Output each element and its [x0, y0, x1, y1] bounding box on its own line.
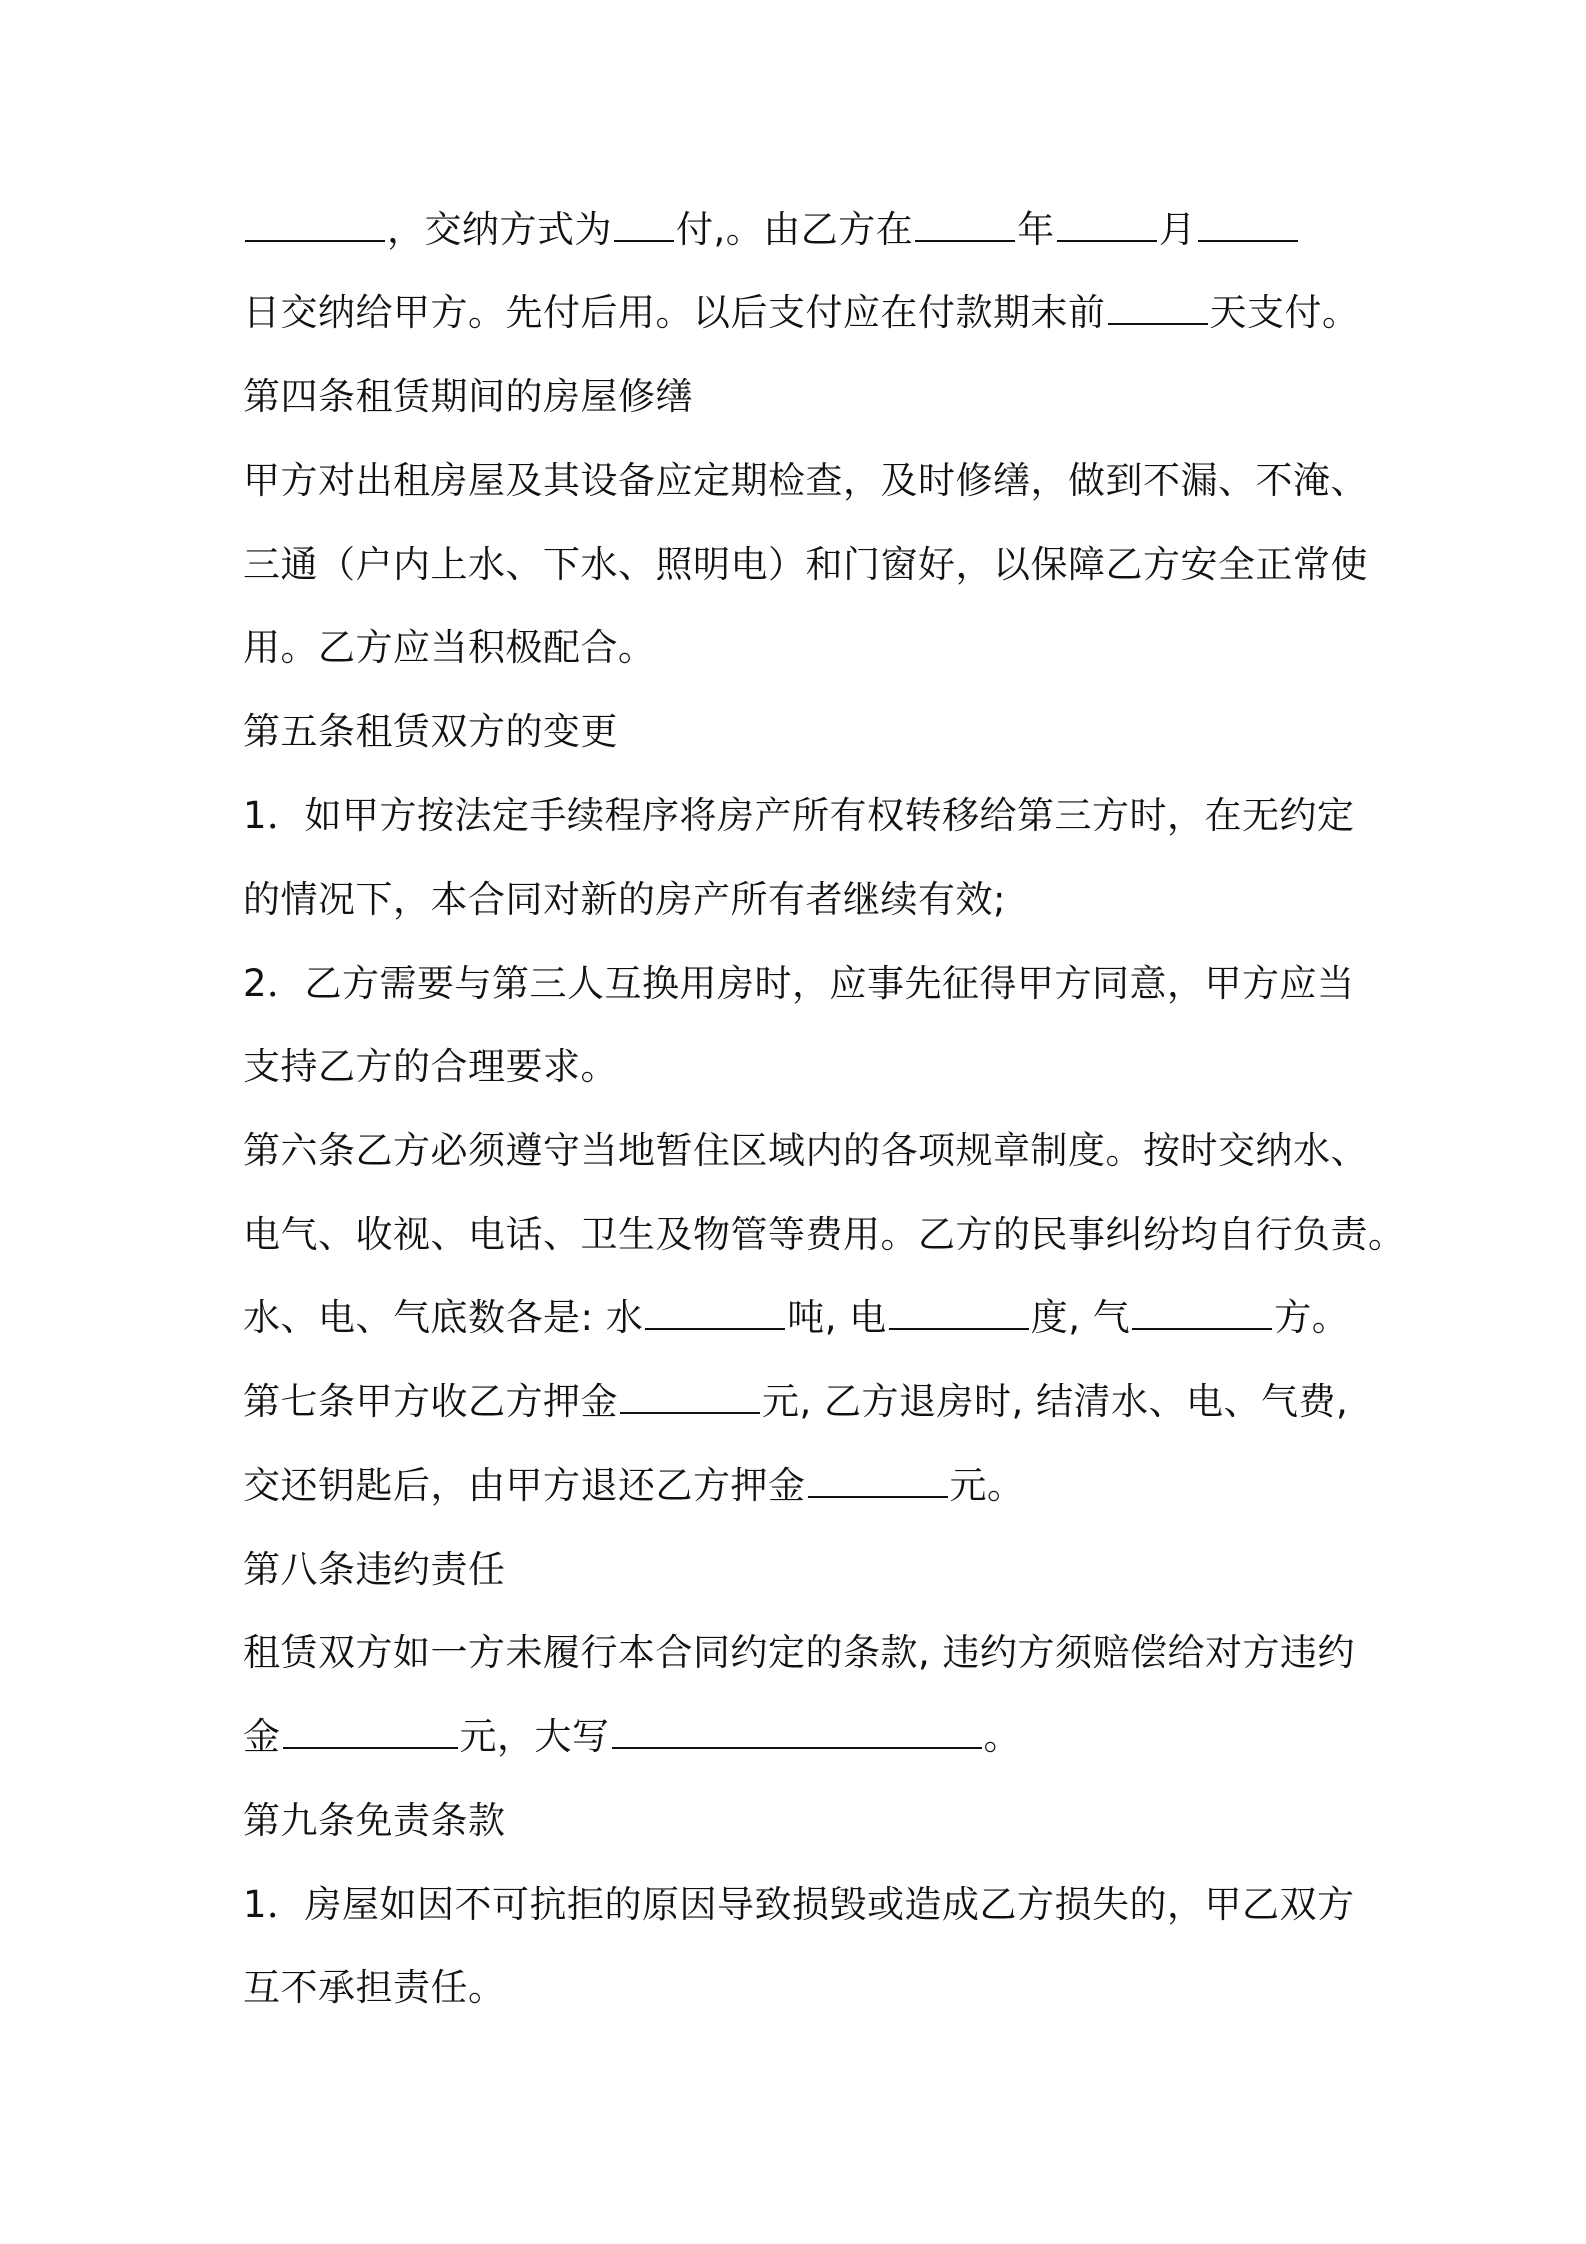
text-line	[243, 1288, 1363, 1348]
text-segment: 第四条租赁期间的房屋修缮	[243, 375, 693, 418]
text-segment: 1．如甲方按法定手续程序将房产所有权转移给第三方时，在无约定	[243, 794, 1355, 837]
text-segment: 租赁双方如一方未履行本合同约定的条款, 违约方须赔偿给对方违约	[243, 1631, 1356, 1674]
text-segment: 第九条免责条款	[243, 1799, 506, 1842]
fill-blank	[620, 1378, 760, 1414]
fill-blank	[1108, 289, 1208, 325]
text-segment: 支持乙方的合理要求。	[243, 1045, 618, 1088]
text-line	[243, 1205, 1406, 1265]
text-segment: 方。	[1274, 1296, 1350, 1339]
text-segment: 用。乙方应当积极配合。	[243, 626, 656, 669]
text-segment: 。	[983, 1715, 1021, 1758]
text-segment: 互不承担责任。	[243, 1966, 506, 2009]
text-line	[243, 1875, 1363, 1935]
text-line	[243, 535, 1368, 595]
text-segment: 日交纳给甲方。先付后用。以后支付应在付款期末前	[243, 291, 1106, 334]
text-segment: 元, 乙方退房时, 结清水、电、气费,	[762, 1380, 1349, 1423]
text-line	[243, 870, 1363, 930]
text-line	[243, 451, 1368, 511]
text-line	[243, 283, 1363, 343]
text-segment: 第八条违约责任	[243, 1548, 506, 1591]
text-segment: 1．房屋如因不可抗拒的原因导致损毁或造成乙方损失的，甲乙双方	[243, 1883, 1355, 1926]
text-segment: 第五条租赁双方的变更	[243, 710, 618, 753]
text-line	[243, 954, 1363, 1014]
text-line	[243, 786, 1363, 846]
text-segment: 水、电、气底数各是: 水	[243, 1296, 644, 1339]
fill-blank	[612, 1713, 982, 1749]
text-segment: 2．乙方需要与第三人互换用房时，应事先征得甲方同意，甲方应当	[243, 962, 1355, 1005]
text-segment: 度, 气	[1030, 1296, 1131, 1339]
text-line	[243, 1707, 1363, 1767]
text-segment: 元，大写	[459, 1715, 610, 1758]
fill-blank	[1132, 1294, 1272, 1330]
section-heading	[243, 367, 1363, 427]
text-line	[243, 1958, 1363, 2018]
text-segment: 金	[243, 1715, 281, 1758]
text-segment: 电气、收视、电话、卫生及物管等费用。乙方的民事纠纷均自行负责。	[243, 1213, 1406, 1256]
fill-blank	[614, 206, 674, 242]
text-segment: ，交纳方式为	[387, 208, 612, 251]
text-segment: 元。	[949, 1464, 1025, 1507]
fill-blank	[889, 1294, 1029, 1330]
section-heading	[243, 1791, 1363, 1851]
section-heading	[243, 1540, 1363, 1600]
text-segment: 付,。由乙方在	[676, 208, 914, 251]
text-segment: 吨, 电	[787, 1296, 887, 1339]
fill-blank	[1198, 206, 1298, 242]
fill-blank	[915, 206, 1015, 242]
section-heading	[243, 1121, 1368, 1181]
text-segment: 交还钥匙后，由甲方退还乙方押金	[243, 1464, 806, 1507]
fill-blank	[1057, 206, 1157, 242]
text-line	[243, 1623, 1363, 1683]
fill-blank	[245, 206, 385, 242]
section-heading	[243, 702, 1363, 762]
fill-blank	[808, 1462, 948, 1498]
text-segment: 第七条甲方收乙方押金	[243, 1380, 618, 1423]
text-line	[243, 200, 1363, 260]
text-line	[243, 1037, 1363, 1097]
section-heading	[243, 1372, 1363, 1432]
text-segment: 甲方对出租房屋及其设备应定期检查，及时修缮，做到不漏、不淹、	[243, 459, 1368, 502]
text-line	[243, 618, 1363, 678]
text-segment: 年	[1017, 208, 1055, 251]
text-line	[243, 1456, 1363, 1516]
fill-blank	[645, 1294, 785, 1330]
fill-blank	[283, 1713, 458, 1749]
text-segment: 第六条乙方必须遵守当地暂住区域内的各项规章制度。按时交纳水、	[243, 1129, 1368, 1172]
text-segment: 三通（户内上水、下水、照明电）和门窗好，以保障乙方安全正常使	[243, 543, 1368, 586]
text-segment: 的情况下，本合同对新的房产所有者继续有效;	[243, 878, 1006, 921]
text-segment: 月	[1158, 208, 1197, 251]
text-segment: 天支付。	[1209, 291, 1360, 334]
